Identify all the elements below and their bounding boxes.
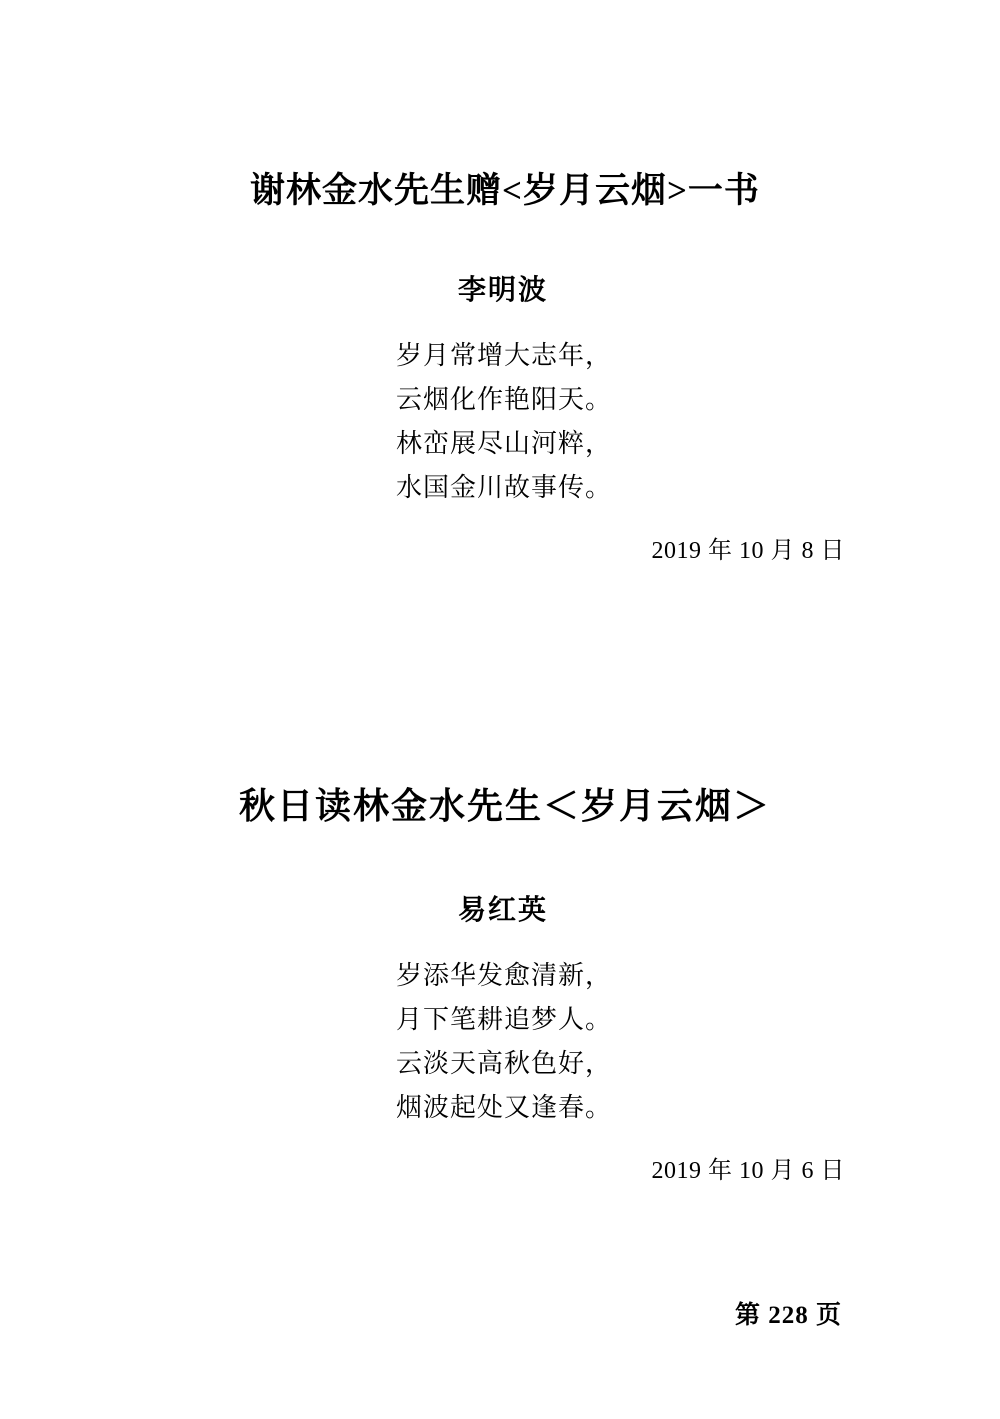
poem-section-2: [0, 785, 1000, 1185]
poem-title: 谢林金水先生赠<岁月云烟>一书: [250, 171, 760, 210]
poem-date: 2019 年 10 月 6 日: [651, 1158, 845, 1185]
poem-title: 秋日读林金水先生＜岁月云烟＞: [238, 786, 771, 826]
poem-author: 李明波: [457, 275, 548, 306]
poem-line: 水国金川故事传。: [396, 473, 613, 502]
poem-line: 云淡天高秋色好，: [396, 1049, 613, 1079]
poem-date: 2019 年 10 月 8 日: [651, 538, 845, 564]
page-number: 第 228 页: [734, 1302, 842, 1329]
poem-body: [0, 334, 1000, 510]
poem-line: 月下笔耕追梦人。: [396, 1005, 613, 1035]
poem-line: 烟波起处又逢春。: [396, 1093, 613, 1123]
poem-line: 岁月常增大志年，: [396, 341, 613, 370]
poem-line: 岁添华发愈清新，: [396, 961, 613, 991]
poem-section-1: [0, 170, 1000, 565]
poem-body: [0, 954, 1000, 1130]
poem-author: 易红英: [457, 895, 548, 927]
poem-line: 云烟化作艳阳天。: [396, 385, 613, 414]
poem-line: 林峦展尽山河粹，: [396, 429, 613, 458]
